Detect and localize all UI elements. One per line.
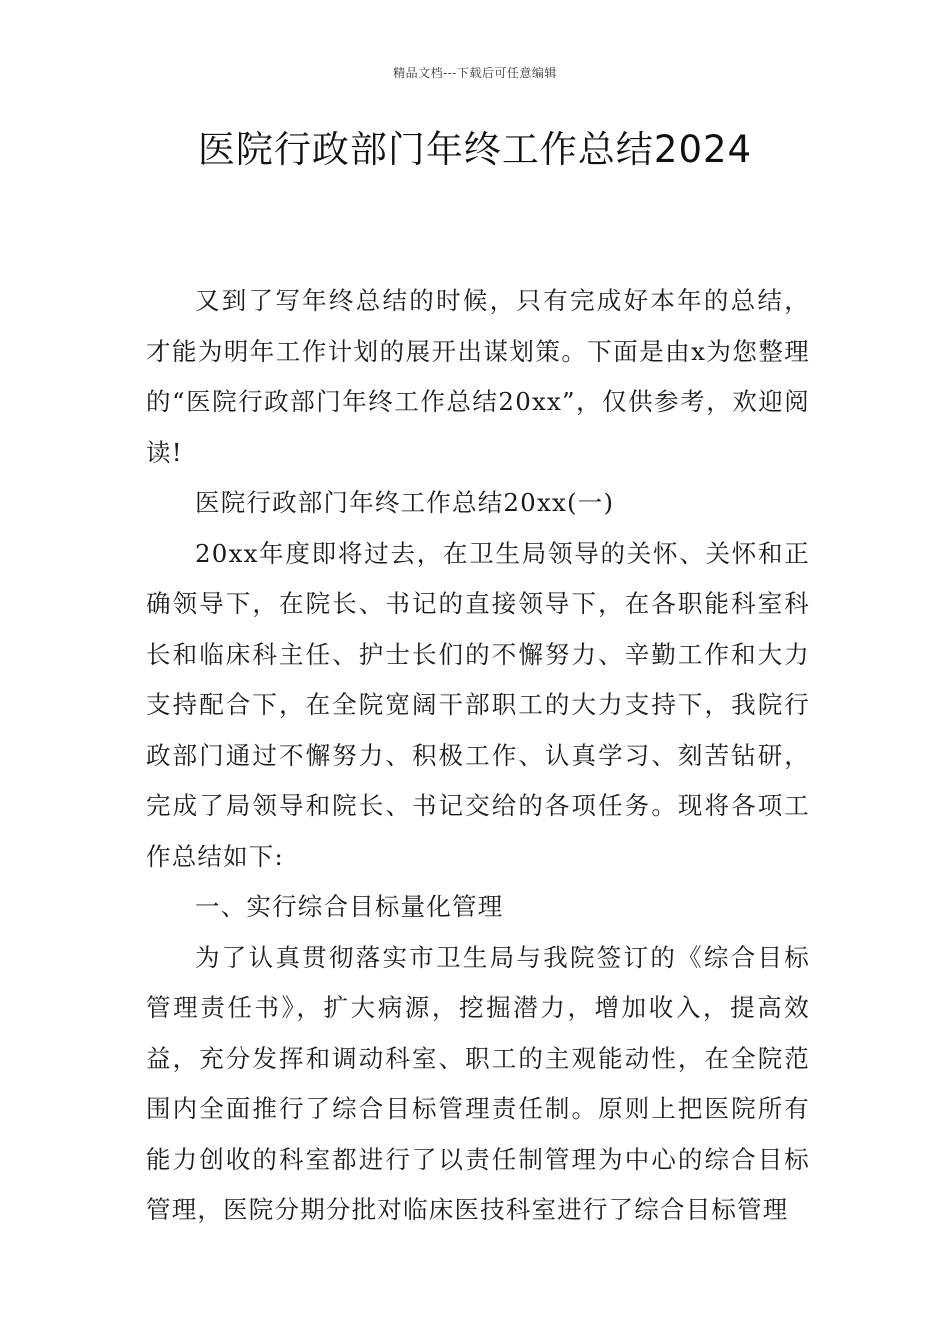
intro-paragraph: 又到了写年终总结的时候，只有完成好本年的总结，才能为明年工作计划的展开出谋划策。下面是由x为您整理的“医院行政部门年终工作总结20xx”，仅供参考，欢迎阅读! bbox=[146, 286, 810, 467]
section-heading-part-one: 医院行政部门年终工作总结20xx(一) bbox=[195, 488, 615, 517]
target-management-paragraph: 为了认真贯彻落实市卫生局与我院签订的《综合目标管理责任书》，扩大病源，挖掘潜力，增加收入，提高效益，充分发挥和调动科室、职工的主观能动性，在全院范围内全面推行了综合目标管理责任制。原则上把医院所有能力创收的科室都进行了以责任制管理为中心的综合目标管理，医院分期分批对临床医技科室进行了综合目标管理 bbox=[146, 942, 810, 1224]
document-body bbox=[146, 276, 810, 1236]
header-note: 精品文档---下载后可任意编辑 bbox=[393, 66, 557, 80]
document-title: 医院行政部门年终工作总结2024 bbox=[197, 128, 753, 171]
summary-paragraph: 20xx年度即将过去，在卫生局领导的关怀、关怀和正确领导下，在院长、书记的直接领导下，在各职能科室科长和临床科主任、护士长们的不懈努力、辛勤工作和大力支持配合下，在全院宽阔干部职工的大力支持下，我院行政部门通过不懈努力、积极工作、认真学习、刻苦钻研，完成了局领导和院长、书记交给的各项任务。现将各项工作总结如下: bbox=[146, 538, 810, 871]
subheading-target-management: 一、实行综合目标量化管理 bbox=[195, 892, 504, 921]
